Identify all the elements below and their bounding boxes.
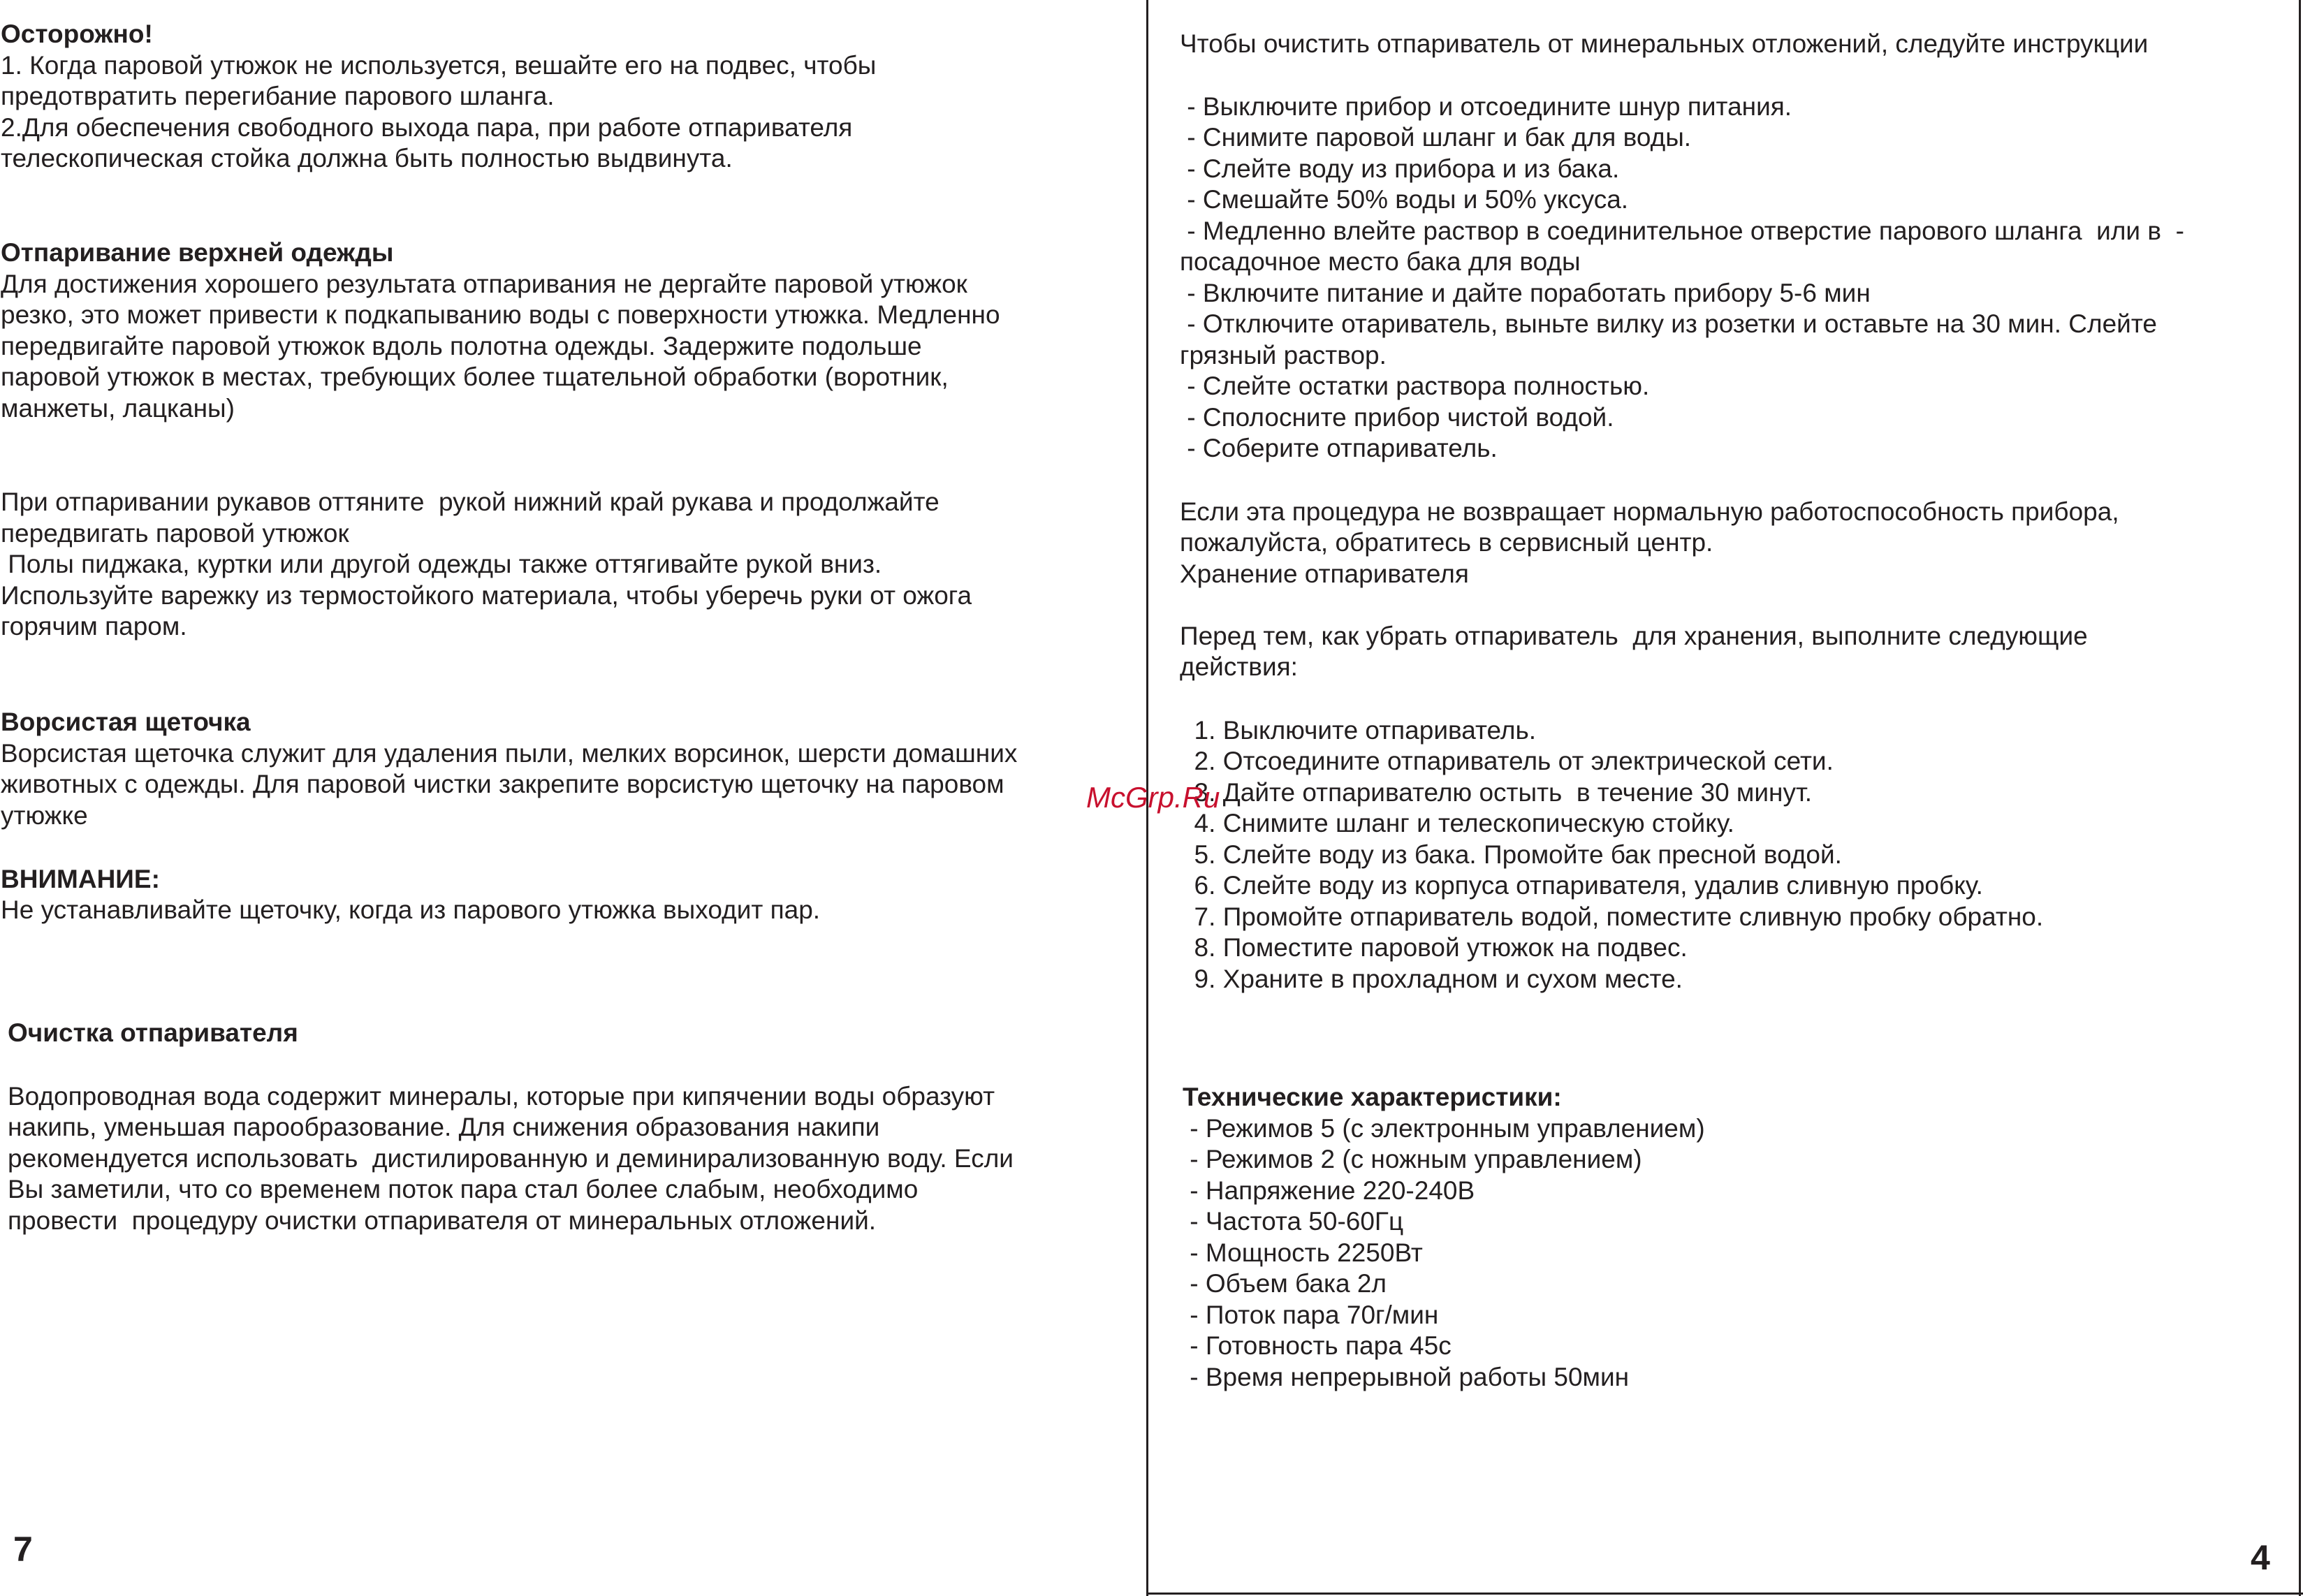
cleaning-step: - Сполосните прибор чистой водой. <box>1180 403 1614 432</box>
page-number-right: 4 <box>2251 1538 2270 1577</box>
brush-title: Ворсистая щеточка <box>1 708 251 736</box>
right-page-bottom-border <box>1146 1593 2303 1595</box>
cleaning-step: посадочное место бака для воды <box>1180 247 1581 276</box>
attention-title: ВНИМАНИЕ: <box>1 865 160 893</box>
cleaning-line: Водопроводная вода содержит минералы, которые при кипячении воды образуют <box>8 1082 995 1111</box>
warning-line: 2.Для обеспечения свободного выхода пара, при работе отпаривателя <box>1 113 853 142</box>
storage-step: 8. Поместите паровой утюжок на подвес. <box>1180 933 1688 962</box>
warning-line: предотвратить перегибание парового шланга. <box>1 82 555 110</box>
warning-line: 1. Когда паровой утюжок не используется, вешайте его на подвес, чтобы <box>1 51 877 80</box>
storage-step: 5. Слейте воду из бака. Промойте бак пресной водой. <box>1180 840 1842 869</box>
spec-item: - Частота 50-60Гц <box>1183 1207 1404 1236</box>
storage-step: 1. Выключите отпариватель. <box>1180 716 1537 745</box>
sleeve-line: горячим паром. <box>1 612 187 640</box>
cleaning-step: - Соберите отпариватель. <box>1180 434 1498 462</box>
cleaning-step: - Снимите паровой шланг и бак для воды. <box>1180 123 1692 152</box>
outerwear-line: резко, это может привести к подкапыванию воды с поверхности утюжка. Медленно <box>1 300 1000 329</box>
cleaning-intro: Чтобы очистить отпариватель от минеральных отложений, следуйте инструкции <box>1180 29 2149 58</box>
brush-line: утюжке <box>1 801 88 830</box>
storage-step: 4. Снимите шланг и телескопическую стойку. <box>1180 809 1734 837</box>
storage-intro: действия: <box>1180 652 1298 681</box>
storage-step: 7. Промойте отпариватель водой, поместите сливную пробку обратно. <box>1180 902 2044 931</box>
storage-step: 9. Храните в прохладном и сухом месте. <box>1180 965 1683 993</box>
sleeve-line: При отпаривании рукавов оттяните рукой нижний край рукава и продолжайте <box>1 488 940 516</box>
cleaning-step: - Смешайте 50% воды и 50% уксуса. <box>1180 185 1629 214</box>
cleaning-line: Вы заметили, что со временем поток пара стал более слабым, необходимо <box>8 1175 919 1203</box>
spec-item: - Объем бака 2л <box>1183 1269 1387 1298</box>
spec-item: - Поток пара 70г/мин <box>1183 1301 1439 1329</box>
spec-item: - Напряжение 220-240В <box>1183 1176 1475 1205</box>
page-number-left: 7 <box>13 1530 33 1569</box>
storage-step: 3. Дайте отпаривателю остыть в течение 30 минут. <box>1180 778 1813 807</box>
outerwear-line: манжеты, лацканы) <box>1 394 235 423</box>
specs-title: Технические характеристики: <box>1183 1083 1562 1111</box>
outerwear-line: передвигайте паровой утюжок вдоль полотна одежды. Задержите подольше <box>1 332 922 360</box>
cleaning-title: Очистка отпаривателя <box>8 1018 298 1047</box>
storage-intro: Перед тем, как убрать отпариватель для хранения, выполните следующие <box>1180 622 2088 650</box>
service-line: пожалуйста, обратитесь в сервисный центр. <box>1180 528 1713 557</box>
cleaning-step: - Слейте остатки раствора полностью. <box>1180 372 1650 400</box>
spec-item: - Готовность пара 45с <box>1183 1331 1452 1360</box>
service-line: Если эта процедура не возвращает нормальную работоспособность прибора, <box>1180 497 2119 526</box>
outerwear-line: Для достижения хорошего результата отпаривания не дергайте паровой утюжок <box>1 270 967 298</box>
attention-line: Не устанавливайте щеточку, когда из парового утюжка выходит пар. <box>1 895 821 924</box>
spec-item: - Режимов 2 (с ножным управлением) <box>1183 1145 1642 1173</box>
spec-item: - Режимов 5 (с электронным управлением) <box>1183 1114 1705 1143</box>
cleaning-step: грязный раствор. <box>1180 341 1387 369</box>
outerwear-title: Отпаривание верхней одежды <box>1 238 394 267</box>
spec-item: - Время непрерывной работы 50мин <box>1183 1363 1630 1391</box>
watermark: McGrp.Ru <box>1086 781 1220 814</box>
outerwear-line: паровой утюжок в местах, требующих более тщательной обработки (воротник, <box>1 363 949 391</box>
cleaning-step: - Выключите прибор и отсоедините шнур питания. <box>1180 92 1792 121</box>
warning-line: телескопическая стойка должна быть полностью выдвинута. <box>1 144 733 173</box>
brush-line: животных с одежды. Для паровой чистки закрепите ворсистую щеточку на паровом <box>1 770 1004 798</box>
cleaning-step: - Включите питание и дайте поработать прибору 5-6 мин <box>1180 279 1871 307</box>
warning-title: Осторожно! <box>1 20 153 48</box>
sleeve-line: Используйте варежку из термостойкого материала, чтобы уберечь руки от ожога <box>1 581 972 610</box>
cleaning-step: - Медленно влейте раствор в соединительное отверстие парового шланга или в - <box>1180 217 2184 245</box>
brush-line: Ворсистая щеточка служит для удаления пыли, мелких ворсинок, шерсти домашних <box>1 739 1018 768</box>
right-page-border <box>2299 0 2301 1596</box>
cleaning-line: накипь, уменьшая парообразование. Для снижения образования накипи <box>8 1113 880 1141</box>
spec-item: - Мощность 2250Вт <box>1183 1238 1423 1267</box>
cleaning-line: рекомендуется использовать дистилированную и деминирализованную воду. Если <box>8 1144 1014 1173</box>
sleeve-line: передвигать паровой утюжок <box>1 519 349 548</box>
storage-step: 2. Отсоедините отпариватель от электрической сети. <box>1180 747 1834 775</box>
cleaning-line: провести процедуру очистки отпаривателя от минеральных отложений. <box>8 1206 877 1235</box>
storage-step: 6. Слейте воду из корпуса отпаривателя, удалив сливную пробку. <box>1180 871 1983 900</box>
cleaning-step: - Отключите отариватель, выньте вилку из розетки и оставьте на 30 мин. Слейте <box>1180 309 2157 338</box>
cleaning-step: - Слейте воду из прибора и из бака. <box>1180 154 1620 183</box>
sleeve-line: Полы пиджака, куртки или другой одежды также оттягивайте рукой вниз. <box>1 550 882 578</box>
storage-title: Хранение отпаривателя <box>1180 559 1469 588</box>
